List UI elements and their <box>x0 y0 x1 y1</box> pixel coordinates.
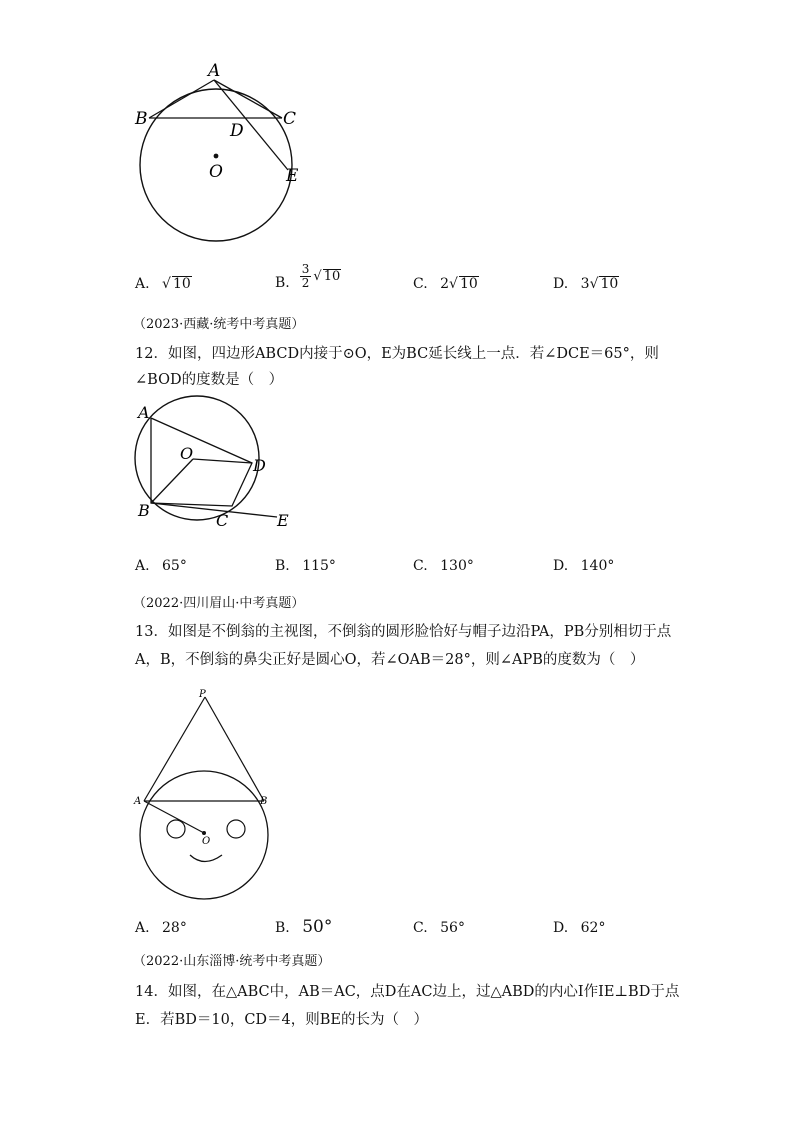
q13-tangent-pa <box>144 697 205 801</box>
q13-left-eye <box>167 820 185 838</box>
q11-option-d-radicand: 10 <box>600 276 619 292</box>
q13-label-p: P <box>199 689 206 700</box>
q13-option-b-key: B. <box>275 920 290 936</box>
q11-option-b[interactable]: B. $\frac{3}{2}$ √ 10 <box>275 261 341 291</box>
q12-option-c-key: C. <box>413 558 428 574</box>
q13-label-a: A <box>134 796 142 807</box>
q11-option-a-radicand: 10 <box>172 276 191 292</box>
q11-label-a: A <box>208 61 221 81</box>
q13-label-b: B <box>260 796 268 807</box>
q12-label-e: E <box>277 511 289 530</box>
q11-label-o: O <box>209 162 223 182</box>
q14-text-line2: E．若BD＝10，CD＝4，则BE的长为（ ） <box>135 1012 429 1028</box>
q12-figure <box>128 398 298 538</box>
q14-text-line1: 14．如图，在△ABC中，AB＝AC，点D在AC边上，过△ABD的内心I作IE⊥BD于点 <box>135 984 680 1000</box>
q11-option-a-key: A. <box>135 276 150 292</box>
q11-label-d: D <box>230 121 244 141</box>
q13-text-line2: A，B，不倒翁的鼻尖正好是圆心O，若∠OAB＝28°，则∠APB的度数为（ ） <box>135 652 645 668</box>
q12-option-b-key: B. <box>275 558 290 574</box>
q11-label-c: C <box>283 109 297 129</box>
q11-option-c-radicand: 10 <box>459 276 478 292</box>
q11-option-d-coef: 3 <box>580 276 590 292</box>
q12-option-c[interactable] <box>413 559 474 573</box>
q13-option-c[interactable] <box>413 921 465 935</box>
q13-option-d[interactable] <box>553 921 605 935</box>
q13-option-d-key: D. <box>553 920 569 936</box>
q13-option-a-value: 28° <box>162 920 187 936</box>
q12-option-b-value: 115° <box>302 558 336 574</box>
q13-option-b-value: 50° <box>302 917 333 937</box>
q12-option-d[interactable] <box>553 559 614 573</box>
q13-mouth <box>190 855 222 862</box>
q11-option-a[interactable]: A. √ 10 <box>135 276 191 292</box>
q11-option-b-num: 3 <box>301 261 310 276</box>
q11-label-e: E <box>286 166 299 186</box>
q12-option-a-key: A. <box>135 558 150 574</box>
q12-label-a: A <box>138 403 150 422</box>
q13-line-ao <box>144 801 204 833</box>
q11-option-c-key: C. <box>413 276 428 292</box>
q12-source: （2023·西藏·统考中考真题） <box>133 317 305 332</box>
q13-nose-dot <box>202 831 206 835</box>
q11-option-c-coef: 2 <box>440 276 450 292</box>
q11-chord-ab <box>149 80 214 118</box>
q13-source: （2022·四川眉山·中考真题） <box>133 596 305 611</box>
q13-text-line1: 13．如图是不倒翁的主视图，不倒翁的圆形脸恰好与帽子边沿PA，PB分别相切于点 <box>135 624 672 640</box>
q13-option-a-key: A. <box>135 920 150 936</box>
q11-option-c[interactable]: C. 2√ 10 <box>413 276 478 292</box>
q11-center-dot <box>214 154 219 159</box>
q13-option-a[interactable] <box>135 921 187 935</box>
q11-option-b-den: 2 <box>301 275 310 290</box>
q12-option-d-value: 140° <box>580 558 615 574</box>
q11-option-b-radicand: 10 <box>323 269 341 284</box>
q11-chord-ae <box>214 80 288 170</box>
q11-figure <box>130 58 330 258</box>
q13-label-o: O <box>202 836 211 847</box>
q12-option-a-value: 65° <box>162 558 187 574</box>
q13-right-eye <box>227 820 245 838</box>
q12-text-line2: ∠BOD的度数是（ ） <box>135 372 284 388</box>
q11-option-d[interactable]: D. 3√ 10 <box>553 276 619 292</box>
q12-label-b: B <box>138 501 150 520</box>
q13-option-c-key: C. <box>413 920 428 936</box>
q12-text-line1: 12．如图，四边形ABCD内接于⊙O，E为BC延长线上一点．若∠DCE＝65°，则 <box>135 346 659 362</box>
q11-chord-ac <box>214 80 282 118</box>
q11-option-b-key: B. <box>275 275 290 291</box>
q12-label-c: C <box>216 511 229 530</box>
q11-label-b: B <box>135 109 148 129</box>
q12-option-b[interactable] <box>275 559 336 573</box>
q13-option-b[interactable] <box>275 919 332 936</box>
q13-figure <box>132 686 278 910</box>
q12-option-a[interactable] <box>135 559 187 573</box>
q14-source: （2022·山东淄博·统考中考真题） <box>133 954 331 969</box>
q12-option-c-value: 130° <box>440 558 474 574</box>
q12-line-ob <box>151 459 193 503</box>
q12-label-d: D <box>253 456 266 475</box>
q11-option-d-key: D. <box>553 276 569 292</box>
q12-option-d-key: D. <box>553 558 569 574</box>
q13-tangent-pb <box>205 697 264 801</box>
q13-option-c-value: 56° <box>440 920 465 936</box>
q13-option-d-value: 62° <box>580 920 606 936</box>
q12-label-o: O <box>180 444 194 463</box>
